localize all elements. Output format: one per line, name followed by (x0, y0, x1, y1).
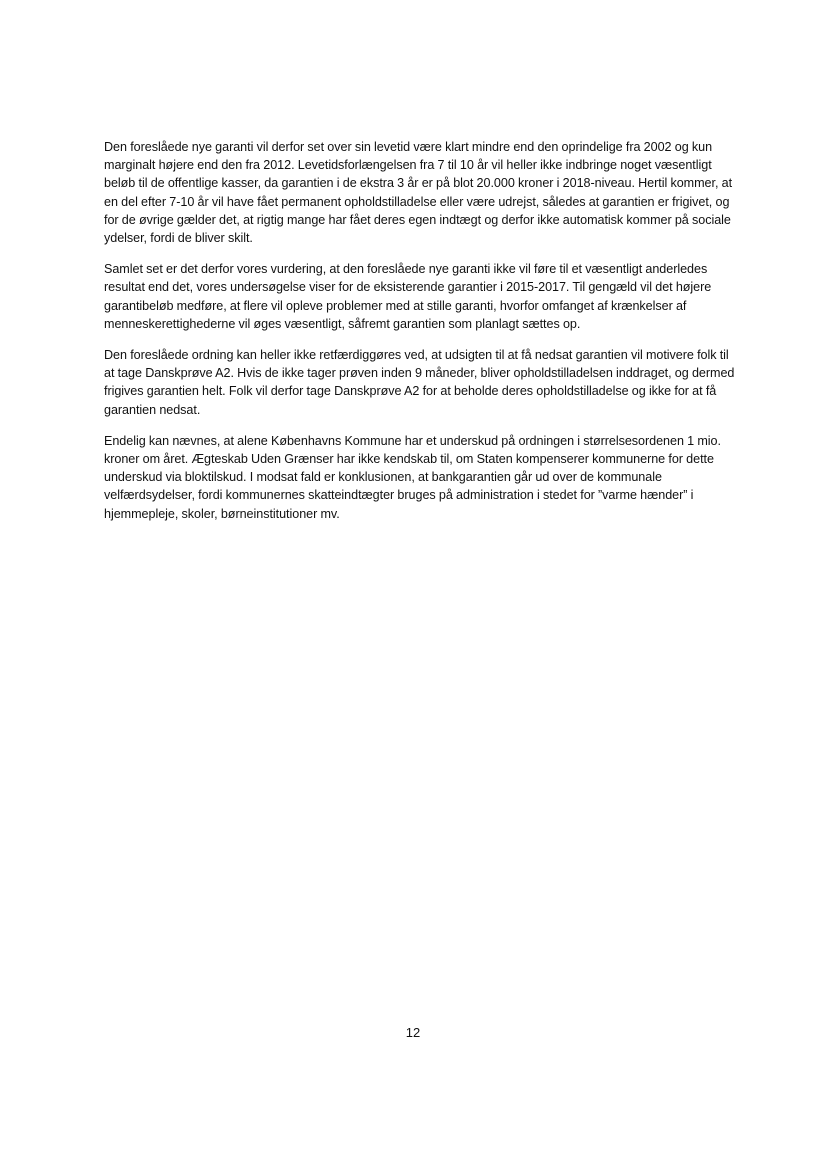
paragraph-danish-test-motivation: Den foreslåede ordning kan heller ikke retfærdiggøres ved, at udsigten til at få nedsat garantien vil motivere folk til at tage Danskprøve A2. Hvis de ikke tager prøven inden 9 måneder, bliver opholdstilladelsen inddraget, og dermed frigives garantien helt. Folk vil derfor tage Danskprøve A2 for at beholde deres opholdstilladelse og ikke for at få garantien nedsat. (104, 348, 735, 417)
paragraph-overall-assessment: Samlet set er det derfor vores vurdering, at den foreslåede nye garanti ikke vil føre til et væsentligt anderledes resultat end det, vores undersøgelse viser for de eksisterende garantier i 2015-2017. Til gengæld vil det højere garantibeløb medføre, at flere vil opleve problemer med at stille garanti, hvorfor omfanget af krænkelser af menneskerettighederne vil øges væsentligt, såfremt garantien som planlagt sættes op. (104, 262, 712, 331)
paragraph-guarantee-lifetime: Den foreslåede nye garanti vil derfor set over sin levetid være klart mindre end den oprindelige fra 2002 og kun marginalt højere end den fra 2012. Levetidsforlængelsen fra 7 til 10 år vil heller ikke indbringe noget væsentligt beløb til de offentlige kasser, da garantien i de ekstra 3 år er på blot 20.000 kroner i 2018-niveau. Hertil kommer, at en del efter 7-10 år vil have fået permanent opholdstilladelse eller være udrejst, således at garantien er frigivet, og for de øvrige gælder det, at rigtig mange har fået deres egen indtægt og derfor ikke automatisk kommer på sociale ydelser, fordi de bliver skilt. (104, 140, 733, 246)
paragraph-municipal-deficit: Endelig kan nævnes, at alene Københavns Kommune har et underskud på ordningen i størrelsesordenen 1 mio. kroner om året. Ægteskab Uden Grænser har ikke kendskab til, om Staten kompenserer kommunerne for dette underskud via bloktilskud. I modsat fald er konklusionen, at bankgarantien går ud over de kommunale velfærdsydelser, fordi kommunernes skatteindtægter bruges på administration i stedet for ”varme hænder” i hjemmepleje, skoler, børneinstitutioner mv. (104, 433, 721, 521)
body-text (104, 138, 738, 536)
page-number: 12 (405, 1025, 421, 1040)
